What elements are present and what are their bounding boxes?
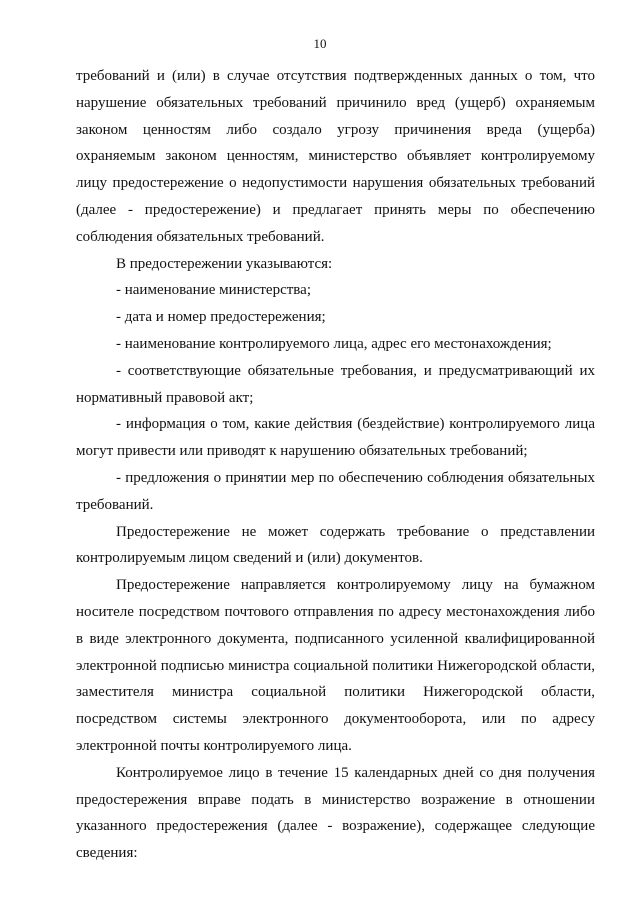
list-item-warning-date-number: - дата и номер предостережения; — [116, 309, 326, 326]
paragraph-warning-limits: Предостережение не может содержать требование о представлении контролируемым лицом сведений и (или) документов. — [76, 523, 595, 567]
page-number: 10 — [313, 36, 327, 51]
document-body — [76, 63, 595, 867]
paragraph-objection: Контролируемое лицо в течение 15 календарных дней со дня получения предостережения вправе подать в министерство возражение в отношении указанного предостережения (далее - возражение), содержащее следующие сведения: — [76, 764, 595, 862]
list-item-ministry-name: - наименование министерства; — [116, 282, 312, 299]
list-item-controlled-person: - наименование контролируемого лица, адрес его местонахождения; — [116, 335, 552, 352]
list-item-proposals: - предложения о принятии мер по обеспечению соблюдения обязательных требований. — [76, 469, 595, 513]
list-item-requirements: - соответствующие обязательные требования, и предусматривающий их нормативный правовой акт; — [76, 362, 595, 406]
list-item-actions-info: - информация о том, какие действия (бездействие) контролируемого лица могут привести или приводят к нарушению обязательных требований; — [76, 416, 595, 460]
paragraph-warning-contents-intro: В предостережении указываются: — [116, 255, 333, 272]
paragraph-continuation: требований и (или) в случае отсутствия подтвержденных данных о том, что нарушение обязательных требований причинило вред (ущерб) охраняемым законом ценностям либо создало угрозу причинения вреда (ущерба) охраняемым законом ценностям, министерство объявляет контролируемому лицу предостережение о недопустимости нарушения обязательных требований (далее - предостережение) и предлагает принять меры по обеспечению соблюдения обязательных требований. — [76, 68, 595, 245]
paragraph-warning-delivery: Предостережение направляется контролируемому лицу на бумажном носителе посредством почтового отправления по адресу местонахождения либо в виде электронного документа, подписанного усиленной квалифицированной электронной подписью министра социальной политики Нижегородской области, заместителя министра социальной политики Нижегородской области, посредством системы электронного документооборота, или по адресу электронной почты контролируемого лица. — [76, 577, 595, 754]
